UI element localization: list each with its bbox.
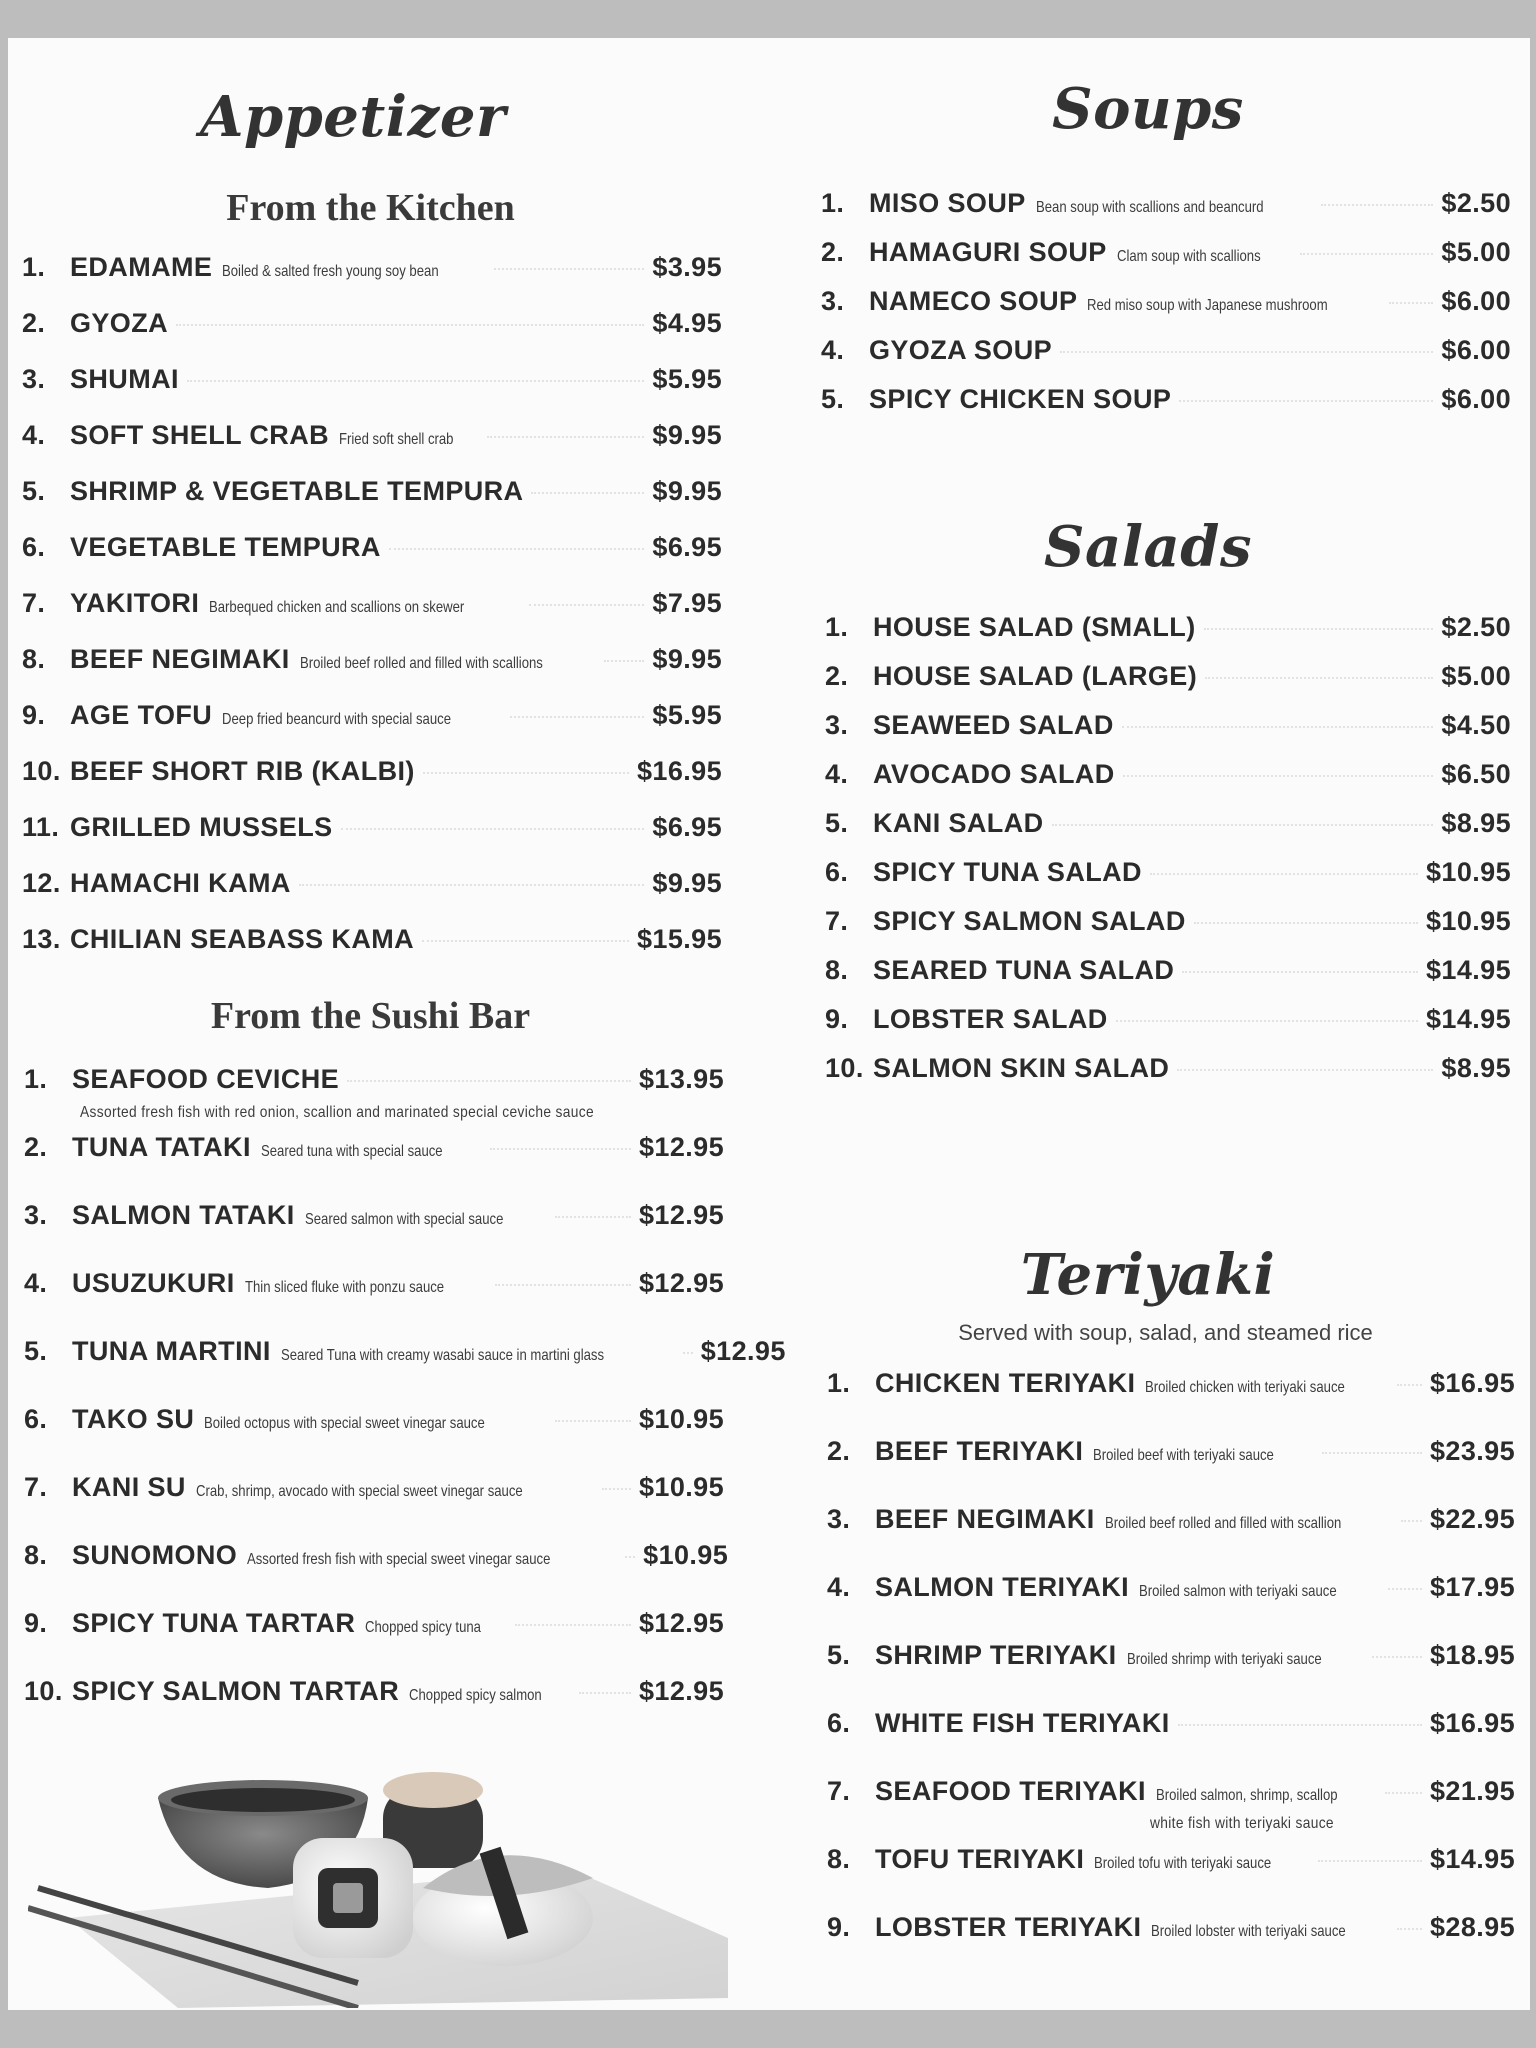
leader-dots: [347, 1080, 631, 1082]
item-description: Broiled shrimp with teriyaki sauce: [1126, 1651, 1322, 1668]
leader-dots: [625, 1556, 635, 1558]
maki-roll-top: [383, 1772, 483, 1808]
item-number: 4.: [821, 335, 845, 365]
item-price: $15.95: [637, 924, 722, 954]
item-price: $5.95: [652, 364, 722, 394]
item-price: $5.00: [1441, 661, 1511, 691]
leader-dots: [683, 1352, 693, 1354]
leader-dots: [579, 1692, 631, 1694]
menu-item: [24, 1336, 786, 1404]
item-price: $2.50: [1441, 612, 1511, 642]
menu-item: [22, 252, 722, 308]
item-number: 11.: [22, 812, 60, 842]
item-name: TUNA MARTINI: [72, 1336, 271, 1366]
item-description: Broiled salmon with teriyaki sauce: [1139, 1583, 1337, 1600]
item-price: $10.95: [1426, 906, 1511, 936]
leader-dots: [1194, 922, 1418, 924]
item-name: BEEF TERIYAKI: [875, 1436, 1084, 1466]
item-price: $23.95: [1430, 1436, 1515, 1466]
item-name: SPICY TUNA SALAD: [873, 857, 1142, 887]
menu-item: [825, 1004, 1511, 1053]
item-number: 5.: [24, 1336, 48, 1366]
item-price: $12.95: [639, 1676, 724, 1706]
item-name: HAMAGURI SOUP: [869, 237, 1107, 267]
item-price: $12.95: [639, 1608, 724, 1638]
item-description: Seared salmon with special sauce: [304, 1211, 504, 1228]
leader-dots: [531, 492, 644, 494]
item-name: SPICY SALMON TARTAR: [72, 1676, 400, 1706]
item-price: $18.95: [1430, 1640, 1515, 1670]
soups-list: [821, 188, 1511, 433]
menu-item: [821, 237, 1511, 286]
item-price: $16.95: [637, 756, 722, 786]
item-number: 7.: [24, 1472, 48, 1502]
item-name: CHICKEN TERIYAKI: [875, 1368, 1136, 1398]
item-name: AVOCADO SALAD: [873, 759, 1115, 789]
item-number: 3.: [821, 286, 845, 316]
item-name: NAMECO SOUP: [869, 286, 1078, 316]
item-description: Chopped spicy salmon: [409, 1687, 542, 1704]
item-name: SPICY SALMON SALAD: [873, 906, 1186, 936]
item-price: $7.95: [652, 588, 722, 618]
leader-dots: [1116, 1020, 1418, 1022]
item-number: 2.: [825, 661, 849, 691]
item-name: BEEF NEGIMAKI: [70, 644, 290, 674]
item-description: Boiled octopus with special sweet vinegar sauce: [204, 1415, 486, 1432]
leader-dots: [515, 1624, 631, 1626]
item-description: Barbequed chicken and scallions on skewer: [209, 599, 465, 616]
item-number: 1.: [825, 612, 849, 642]
item-number: 3.: [827, 1504, 851, 1534]
leader-dots: [1397, 1928, 1422, 1930]
item-price: $5.95: [652, 700, 722, 730]
leader-dots: [1178, 1724, 1422, 1726]
menu-item: [24, 1608, 724, 1676]
menu-item: [24, 1540, 729, 1608]
item-name: SEARED TUNA SALAD: [873, 955, 1175, 985]
item-price: $6.95: [652, 812, 722, 842]
menu-item: [22, 700, 722, 756]
menu-item: [24, 1676, 724, 1744]
leader-dots: [494, 268, 644, 270]
leader-dots: [510, 716, 645, 718]
item-name: SALMON TERIYAKI: [875, 1572, 1130, 1602]
menu-item: [827, 1708, 1515, 1776]
item-number: 8.: [24, 1540, 48, 1570]
item-description: Bean soup with scallions and beancurd: [1035, 199, 1264, 216]
menu-item: [22, 308, 722, 364]
menu-item: [825, 759, 1511, 808]
item-number: 8.: [22, 644, 46, 674]
leader-dots: [1372, 1656, 1422, 1658]
menu-item: [24, 1132, 724, 1200]
leader-dots: [495, 1284, 631, 1286]
item-name: AGE TOFU: [70, 700, 213, 730]
salads-list: [825, 612, 1511, 1102]
item-number: 4.: [22, 420, 46, 450]
item-description: Seared Tuna with creamy wasabi sauce in martini glass: [280, 1347, 604, 1364]
leader-dots: [1322, 1452, 1422, 1454]
item-price: $22.95: [1430, 1504, 1515, 1534]
item-name: KANI SU: [72, 1472, 186, 1502]
menu-item: [24, 1268, 724, 1336]
item-number: 9.: [827, 1912, 851, 1942]
appetizer-title: Appetizer: [200, 84, 506, 150]
menu-item: [825, 808, 1511, 857]
leader-dots: [529, 604, 645, 606]
item-description: Boiled & salted fresh young soy bean: [222, 263, 439, 280]
leader-dots: [1401, 1520, 1422, 1522]
menu-item: [22, 420, 722, 476]
item-price: $8.95: [1441, 1053, 1511, 1083]
menu-item: [825, 1053, 1511, 1102]
item-number: 1.: [22, 252, 46, 282]
item-name: HOUSE SALAD (SMALL): [873, 612, 1196, 642]
item-description-line: Assorted fresh fish with red onion, scallion and marinated special ceviche sauce: [80, 1103, 594, 1121]
item-name: SUNOMONO: [72, 1540, 238, 1570]
item-price: $12.95: [639, 1132, 724, 1162]
item-description: Broiled chicken with teriyaki sauce: [1145, 1379, 1346, 1396]
menu-item: [22, 756, 722, 812]
salads-title: Salads: [1044, 514, 1252, 580]
leader-dots: [1385, 1792, 1422, 1794]
item-name: GYOZA: [70, 308, 169, 338]
menu-page: [8, 38, 1530, 2010]
item-name: SALMON TATAKI: [72, 1200, 295, 1230]
item-number: 4.: [825, 759, 849, 789]
item-price: $2.50: [1441, 188, 1511, 218]
item-number: 5.: [22, 476, 46, 506]
leader-dots: [1205, 677, 1433, 679]
item-number: 5.: [825, 808, 849, 838]
menu-item: [821, 335, 1511, 384]
leader-dots: [1300, 253, 1434, 255]
leader-dots: [1318, 1860, 1422, 1862]
item-name: TAKO SU: [72, 1404, 195, 1434]
item-number: 7.: [825, 906, 849, 936]
item-name: SEAFOOD TERIYAKI: [875, 1776, 1146, 1806]
leader-dots: [1397, 1384, 1422, 1386]
item-description-line: white fish with teriyaki sauce: [1150, 1814, 1334, 1832]
item-number: 7.: [827, 1776, 851, 1806]
item-price: $14.95: [1426, 1004, 1511, 1034]
item-price: $12.95: [639, 1200, 724, 1230]
soups-title: Soups: [1052, 76, 1244, 142]
item-number: 13.: [22, 924, 61, 954]
leader-dots: [1182, 971, 1418, 973]
menu-item: [825, 661, 1511, 710]
teriyaki-list: [827, 1368, 1515, 1980]
item-number: 2.: [22, 308, 46, 338]
item-number: 6.: [825, 857, 849, 887]
item-number: 9.: [24, 1608, 48, 1638]
item-name: YAKITORI: [70, 588, 200, 618]
menu-item: [22, 588, 722, 644]
item-price: $6.00: [1441, 335, 1511, 365]
sushi-bar-list: [24, 1064, 786, 1744]
item-number: 2.: [24, 1132, 48, 1162]
menu-item: [827, 1844, 1515, 1912]
leader-dots: [604, 660, 645, 662]
item-description: Crab, shrimp, avocado with special sweet vinegar sauce: [195, 1483, 523, 1500]
item-name: TOFU TERIYAKI: [875, 1844, 1085, 1874]
item-price: $9.95: [652, 868, 722, 898]
item-price: $17.95: [1430, 1572, 1515, 1602]
item-price: $21.95: [1430, 1776, 1515, 1806]
item-price: $12.95: [700, 1336, 786, 1366]
item-price: $3.95: [652, 252, 722, 282]
item-number: 4.: [827, 1572, 851, 1602]
item-name: USUZUKURI: [72, 1268, 235, 1298]
leader-dots: [1052, 824, 1434, 826]
leader-dots: [176, 324, 644, 326]
leader-dots: [423, 772, 629, 774]
item-number: 9.: [22, 700, 46, 730]
item-number: 6.: [22, 532, 46, 562]
item-price: $16.95: [1430, 1708, 1515, 1738]
leader-dots: [555, 1216, 631, 1218]
menu-item: [821, 188, 1511, 237]
teriyaki-note: Served with soup, salad, and steamed rice: [958, 1320, 1373, 1345]
item-price: $5.00: [1441, 237, 1511, 267]
menu-item: [821, 384, 1511, 433]
item-name: WHITE FISH TERIYAKI: [875, 1708, 1170, 1738]
leader-dots: [1389, 302, 1434, 304]
item-description: Broiled salmon, shrimp, scallop: [1155, 1787, 1338, 1804]
item-name: SALMON SKIN SALAD: [873, 1053, 1170, 1083]
leader-dots: [389, 548, 645, 550]
item-price: $10.95: [1426, 857, 1511, 887]
menu-item: [827, 1912, 1515, 1980]
item-name: LOBSTER TERIYAKI: [875, 1912, 1142, 1942]
menu-item: [22, 644, 722, 700]
item-number: 7.: [22, 588, 46, 618]
item-description: Red miso soup with Japanese mushroom: [1087, 297, 1329, 314]
item-name: SEAFOOD CEVICHE: [72, 1064, 340, 1094]
item-number: 1.: [827, 1368, 851, 1398]
item-name: LOBSTER SALAD: [873, 1004, 1108, 1034]
item-name: KANI SALAD: [873, 808, 1044, 838]
leader-dots: [1388, 1588, 1422, 1590]
sushi-illustration: [28, 1758, 728, 2008]
leader-dots: [187, 380, 645, 382]
leader-dots: [1204, 628, 1434, 630]
item-number: 6.: [24, 1404, 48, 1434]
item-price: $6.00: [1441, 384, 1511, 414]
item-price: $12.95: [639, 1268, 724, 1298]
menu-item: [825, 857, 1511, 906]
leader-dots: [341, 828, 645, 830]
item-description: Broiled beef rolled and filled with scallion: [1104, 1515, 1342, 1532]
leader-dots: [299, 884, 645, 886]
item-name: SHUMAI: [70, 364, 179, 394]
item-price: $14.95: [1426, 955, 1511, 985]
kitchen-subtitle: From the Kitchen: [226, 187, 515, 229]
leader-dots: [490, 1148, 631, 1150]
menu-item: [24, 1472, 724, 1540]
leader-dots: [1150, 873, 1418, 875]
item-name: SEAWEED SALAD: [873, 710, 1114, 740]
item-price: $8.95: [1441, 808, 1511, 838]
leader-dots: [1177, 1069, 1433, 1071]
menu-item: [24, 1200, 724, 1268]
item-number: 12.: [22, 868, 61, 898]
item-name: VEGETABLE TEMPURA: [70, 532, 381, 562]
item-name: EDAMAME: [70, 252, 213, 282]
item-price: $13.95: [639, 1064, 724, 1094]
item-number: 2.: [821, 237, 845, 267]
item-number: 6.: [827, 1708, 851, 1738]
item-number: 10.: [24, 1676, 63, 1706]
leader-dots: [1179, 400, 1433, 402]
item-description: Fried soft shell crab: [339, 431, 454, 448]
kitchen-list: [22, 252, 722, 980]
item-description: Deep fried beancurd with special sauce: [222, 711, 452, 728]
item-name: BEEF NEGIMAKI: [875, 1504, 1095, 1534]
maki-roll-filling: [333, 1883, 363, 1913]
menu-item: [24, 1404, 724, 1472]
menu-item: [24, 1064, 724, 1132]
menu-item: [827, 1572, 1515, 1640]
menu-item: [22, 924, 722, 980]
menu-item: [22, 812, 722, 868]
item-price: $9.95: [652, 476, 722, 506]
item-name: TUNA TATAKI: [72, 1132, 251, 1162]
item-price: $16.95: [1430, 1368, 1515, 1398]
menu-item: [22, 364, 722, 420]
menu-item: [827, 1504, 1515, 1572]
item-description: Broiled lobster with teriyaki sauce: [1151, 1923, 1347, 1940]
item-number: 5.: [821, 384, 845, 414]
leader-dots: [602, 1488, 631, 1490]
item-description: Broiled tofu with teriyaki sauce: [1094, 1855, 1272, 1872]
menu-item: [22, 532, 722, 588]
item-description: Seared tuna with special sauce: [260, 1143, 443, 1160]
sushi-bar-subtitle: From the Sushi Bar: [210, 995, 531, 1037]
item-description: Assorted fresh fish with special sweet vinegar sauce: [247, 1551, 551, 1568]
menu-item: [827, 1368, 1515, 1436]
item-name: GRILLED MUSSELS: [70, 812, 333, 842]
item-description: Broiled beef with teriyaki sauce: [1093, 1447, 1275, 1464]
sauce-surface: [171, 1788, 355, 1812]
item-price: $9.95: [652, 644, 722, 674]
menu-item: [22, 476, 722, 532]
menu-item: [825, 955, 1511, 1004]
menu-item: [825, 906, 1511, 955]
item-price: $10.95: [639, 1472, 724, 1502]
item-name: SOFT SHELL CRAB: [70, 420, 330, 450]
leader-dots: [1321, 204, 1433, 206]
menu-item: [827, 1776, 1515, 1844]
item-number: 1.: [821, 188, 845, 218]
menu-item: [22, 868, 722, 924]
item-description: Thin sliced fluke with ponzu sauce: [244, 1279, 444, 1296]
item-number: 4.: [24, 1268, 48, 1298]
leader-dots: [1060, 351, 1433, 353]
item-number: 3.: [24, 1200, 48, 1230]
item-price: $6.00: [1441, 286, 1511, 316]
item-price: $14.95: [1430, 1844, 1515, 1874]
item-number: 8.: [825, 955, 849, 985]
item-name: SHRIMP & VEGETABLE TEMPURA: [70, 476, 524, 506]
teriyaki-title: Teriyaki: [1020, 1242, 1276, 1308]
item-price: $10.95: [643, 1540, 729, 1570]
menu-item: [825, 710, 1511, 759]
item-number: 5.: [827, 1640, 851, 1670]
menu-item: [827, 1640, 1515, 1708]
leader-dots: [487, 436, 645, 438]
item-name: HOUSE SALAD (LARGE): [873, 661, 1198, 691]
item-name: MISO SOUP: [869, 188, 1026, 218]
item-description: Chopped spicy tuna: [365, 1619, 482, 1636]
leader-dots: [422, 940, 629, 942]
item-price: $10.95: [639, 1404, 724, 1434]
item-name: HAMACHI KAMA: [70, 868, 291, 898]
menu-item: [821, 286, 1511, 335]
item-price: $4.50: [1441, 710, 1511, 740]
item-name: SHRIMP TERIYAKI: [875, 1640, 1117, 1670]
item-price: $4.95: [652, 308, 722, 338]
leader-dots: [1123, 775, 1434, 777]
menu-item: [825, 612, 1511, 661]
item-name: SPICY TUNA TARTAR: [72, 1608, 356, 1638]
item-name: SPICY CHICKEN SOUP: [869, 384, 1172, 414]
item-price: $6.50: [1441, 759, 1511, 789]
item-name: GYOZA SOUP: [869, 335, 1053, 365]
leader-dots: [1122, 726, 1434, 728]
item-name: CHILIAN SEABASS KAMA: [70, 924, 415, 954]
item-number: 10.: [825, 1053, 864, 1083]
item-number: 3.: [825, 710, 849, 740]
item-number: 9.: [825, 1004, 849, 1034]
item-number: 8.: [827, 1844, 851, 1874]
item-number: 3.: [22, 364, 46, 394]
item-number: 2.: [827, 1436, 851, 1466]
item-name: BEEF SHORT RIB (KALBI): [70, 756, 415, 786]
item-price: $6.95: [652, 532, 722, 562]
item-price: $9.95: [652, 420, 722, 450]
leader-dots: [555, 1420, 631, 1422]
menu-item: [827, 1436, 1515, 1504]
item-description: Clam soup with scallions: [1116, 248, 1261, 265]
item-description: Broiled beef rolled and filled with scallions: [299, 655, 543, 672]
item-number: 10.: [22, 756, 61, 786]
item-price: $28.95: [1430, 1912, 1515, 1942]
item-number: 1.: [24, 1064, 48, 1094]
